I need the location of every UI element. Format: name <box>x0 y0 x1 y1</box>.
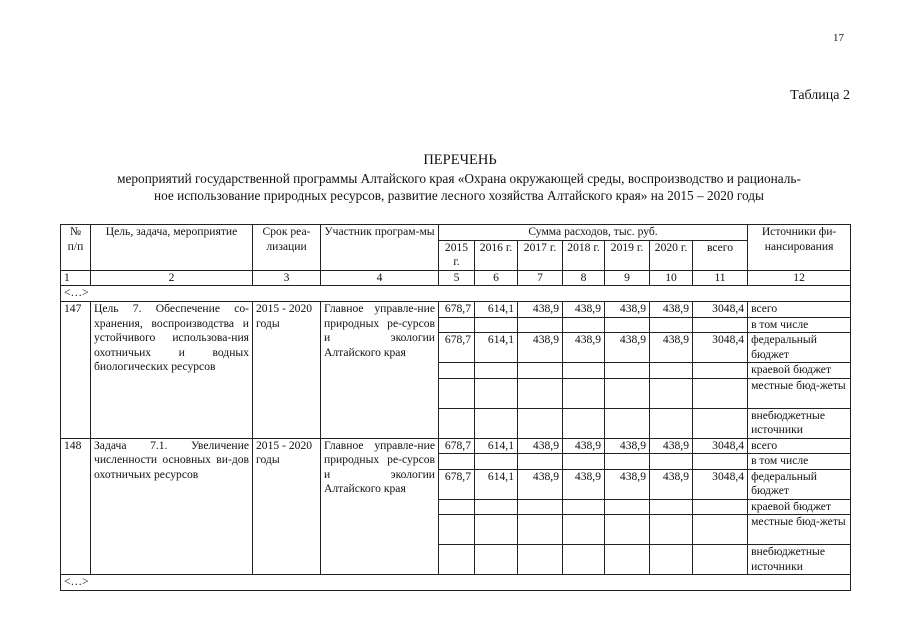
value-cell: 614,1 <box>475 469 518 499</box>
source-cell: федеральный бюджет <box>748 469 851 499</box>
column-number: 1 <box>61 270 91 286</box>
column-number: 3 <box>253 270 321 286</box>
header-year: 2018 г. <box>563 240 605 270</box>
column-number: 4 <box>321 270 439 286</box>
header-sources: Источники фи-нансирования <box>748 225 851 271</box>
value-cell: 438,9 <box>518 333 563 363</box>
ellipsis-text: <…> <box>61 575 851 591</box>
value-cell: 438,9 <box>563 302 605 318</box>
value-cell: 438,9 <box>650 438 693 454</box>
header-goal: Цель, задача, мероприятие <box>91 225 253 271</box>
page-number: 17 <box>833 32 844 44</box>
table-row <box>61 302 851 318</box>
value-cell: 3048,4 <box>693 469 748 499</box>
column-number: 2 <box>91 270 253 286</box>
row-number: 148 <box>61 438 91 575</box>
row-term: 2015 - 2020 годы <box>253 302 321 439</box>
value-cell: 438,9 <box>518 438 563 454</box>
table-label: Таблица 2 <box>790 88 850 103</box>
column-number: 11 <box>693 270 748 286</box>
row-number: 147 <box>61 302 91 439</box>
column-number: 12 <box>748 270 851 286</box>
value-cell: 438,9 <box>518 302 563 318</box>
document-title: ПЕРЕЧЕНЬ <box>423 152 497 168</box>
value-cell: 3048,4 <box>693 302 748 318</box>
source-cell: внебюджетные источники <box>748 408 851 438</box>
source-cell: федеральный бюджет <box>748 333 851 363</box>
measures-table <box>60 224 851 591</box>
value-cell: 438,9 <box>605 333 650 363</box>
subtitle-line-2: ное использование природных ресурсов, развитие лесного хозяйства Алтайского края» на 2015 – 2020 годы <box>153 188 764 203</box>
value-cell: 438,9 <box>563 469 605 499</box>
column-number-row <box>61 270 851 286</box>
ellipsis-row <box>61 575 851 591</box>
column-number: 5 <box>439 270 475 286</box>
source-cell: местные бюд-жеты <box>748 378 851 408</box>
header-total: всего <box>693 240 748 270</box>
value-cell: 678,7 <box>439 333 475 363</box>
value-cell: 438,9 <box>650 302 693 318</box>
value-cell: 614,1 <box>475 302 518 318</box>
header-year: 2020 г. <box>650 240 693 270</box>
header-year: 2017 г. <box>518 240 563 270</box>
header-term: Срок реа-лизации <box>253 225 321 271</box>
value-cell: 438,9 <box>563 438 605 454</box>
header-participant: Участник програм-мы <box>321 225 439 271</box>
value-cell: 438,9 <box>605 469 650 499</box>
source-cell: краевой бюджет <box>748 363 851 379</box>
value-cell: 438,9 <box>518 469 563 499</box>
value-cell: 3048,4 <box>693 438 748 454</box>
header-year: 2016 г. <box>475 240 518 270</box>
subtitle-line-1: мероприятий государственной программы Алтайского края «Охрана окружающей среды, воспроизводство и рациональ- <box>117 171 801 186</box>
source-cell: краевой бюджет <box>748 499 851 515</box>
column-number: 8 <box>563 270 605 286</box>
row-goal: Задача 7.1. Увеличение численности основных ви-дов охотничьих ресурсов <box>91 438 253 575</box>
source-cell: в том числе <box>748 317 851 333</box>
value-cell: 438,9 <box>563 333 605 363</box>
column-number: 10 <box>650 270 693 286</box>
source-cell: всего <box>748 302 851 318</box>
ellipsis-row <box>61 286 851 302</box>
header-num: № п/п <box>61 225 91 271</box>
header-year: 2019 г. <box>605 240 650 270</box>
document-subtitle <box>58 170 860 204</box>
value-cell: 614,1 <box>475 333 518 363</box>
value-cell: 438,9 <box>605 438 650 454</box>
row-participant: Главное управле-ние природных ре-сурсов и экологии Алтайского края <box>321 302 439 439</box>
row-participant: Главное управле-ние природных ре-сурсов и экологии Алтайского края <box>321 438 439 575</box>
table-row <box>61 438 851 454</box>
source-cell: местные бюд-жеты <box>748 515 851 545</box>
source-cell: внебюджетные источники <box>748 545 851 575</box>
column-number: 9 <box>605 270 650 286</box>
value-cell: 3048,4 <box>693 333 748 363</box>
value-cell: 438,9 <box>650 469 693 499</box>
source-cell: в том числе <box>748 454 851 470</box>
ellipsis-text: <…> <box>61 286 851 302</box>
header-year: 2015 г. <box>439 240 475 270</box>
value-cell: 438,9 <box>650 333 693 363</box>
column-number: 7 <box>518 270 563 286</box>
source-cell: всего <box>748 438 851 454</box>
value-cell: 678,7 <box>439 469 475 499</box>
header-sum: Сумма расходов, тыс. руб. <box>439 225 748 241</box>
column-number: 6 <box>475 270 518 286</box>
value-cell: 614,1 <box>475 438 518 454</box>
row-goal: Цель 7. Обеспечение со-хранения, воспроизводства и устойчивого использова-ния охотничьих и водных биологических ресурсов <box>91 302 253 439</box>
value-cell: 678,7 <box>439 302 475 318</box>
value-cell: 678,7 <box>439 438 475 454</box>
value-cell: 438,9 <box>605 302 650 318</box>
header-row-1 <box>61 225 851 241</box>
row-term: 2015 - 2020 годы <box>253 438 321 575</box>
